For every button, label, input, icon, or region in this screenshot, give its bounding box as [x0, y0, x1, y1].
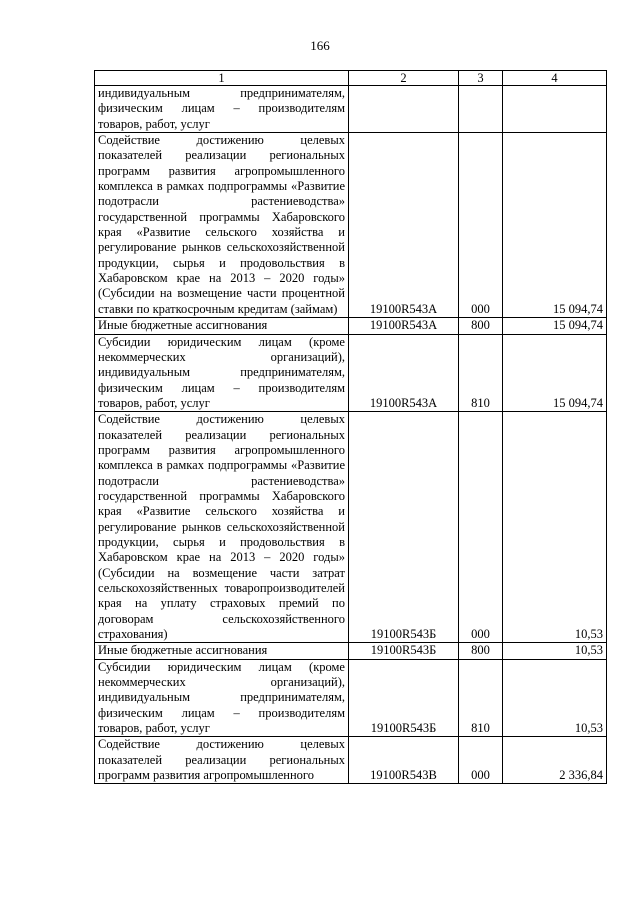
table-row — [95, 334, 607, 412]
row-target-code: 19100R543Б — [349, 659, 459, 737]
column-header-1: 1 — [95, 71, 349, 86]
row-expense-type — [459, 86, 503, 133]
table-row — [95, 133, 607, 318]
row-expense-type: 800 — [459, 318, 503, 334]
table-header-row — [95, 71, 607, 86]
row-target-code — [349, 86, 459, 133]
row-amount: 15 094,74 — [503, 318, 607, 334]
column-header-3: 3 — [459, 71, 503, 86]
row-target-code: 19100R543Б — [349, 643, 459, 659]
table-row — [95, 86, 607, 133]
row-description: Иные бюджетные ассигнования — [95, 318, 349, 334]
row-expense-type: 800 — [459, 643, 503, 659]
table-row — [95, 737, 607, 784]
row-expense-type: 000 — [459, 412, 503, 643]
row-target-code: 19100R543А — [349, 334, 459, 412]
row-description: Содействие достижению целевых показателей реализации региональных программ развития агропромышленного комплекса в рамках подпрограммы «Развитие подотрасли растениеводства» государственной программы Хабаровского края «Развитие сельского хозяйства и регулирование рынков сельскохозяйственной продукции, сырья и продовольствия в Хабаровском крае на 2013 – 2020 годы» (Субсидии на возмещение части затрат сельскохозяйственных товаропроизводителей края на уплату страховых премий по договорам сельскохозяйственного страхования) — [95, 412, 349, 643]
row-amount: 10,53 — [503, 659, 607, 737]
page-number: 166 — [310, 38, 330, 53]
row-amount: 10,53 — [503, 412, 607, 643]
table-row — [95, 643, 607, 659]
table-row — [95, 318, 607, 334]
row-amount: 10,53 — [503, 643, 607, 659]
row-description: Содействие достижению целевых показателей реализации региональных программ развития агропромышленного комплекса в рамках подпрограммы «Развитие подотрасли растениеводства» государственной программы Хабаровского края «Развитие сельского хозяйства и регулирование рынков сельскохозяйственной продукции, сырья и продовольствия в Хабаровском крае на 2013 – 2020 годы» (Субсидии на возмещение части процентной ставки по краткосрочным кредитам (займам) — [95, 133, 349, 318]
row-expense-type: 810 — [459, 659, 503, 737]
row-description: Субсидии юридическим лицам (кроме некоммерческих организаций), индивидуальным предпринимателям, физическим лицам – производителям товаров, работ, услуг — [95, 334, 349, 412]
row-expense-type: 000 — [459, 133, 503, 318]
row-target-code: 19100R543В — [349, 737, 459, 784]
row-amount: 15 094,74 — [503, 334, 607, 412]
row-target-code: 19100R543А — [349, 133, 459, 318]
column-header-2: 2 — [349, 71, 459, 86]
table-row — [95, 659, 607, 737]
row-amount: 2 336,84 — [503, 737, 607, 784]
row-target-code: 19100R543Б — [349, 412, 459, 643]
row-description: Содействие достижению целевых показателей реализации региональных программ развития агропромышленного — [95, 737, 349, 784]
row-expense-type: 000 — [459, 737, 503, 784]
row-amount — [503, 86, 607, 133]
row-description: индивидуальным предпринимателям, физическим лицам – производителям товаров, работ, услуг — [95, 86, 349, 133]
row-description: Субсидии юридическим лицам (кроме некоммерческих организаций), индивидуальным предпринимателям, физическим лицам – производителям товаров, работ, услуг — [95, 659, 349, 737]
row-description: Иные бюджетные ассигнования — [95, 643, 349, 659]
column-header-4: 4 — [503, 71, 607, 86]
row-expense-type: 810 — [459, 334, 503, 412]
row-target-code: 19100R543А — [349, 318, 459, 334]
table-row — [95, 412, 607, 643]
row-amount: 15 094,74 — [503, 133, 607, 318]
budget-table — [94, 70, 607, 784]
